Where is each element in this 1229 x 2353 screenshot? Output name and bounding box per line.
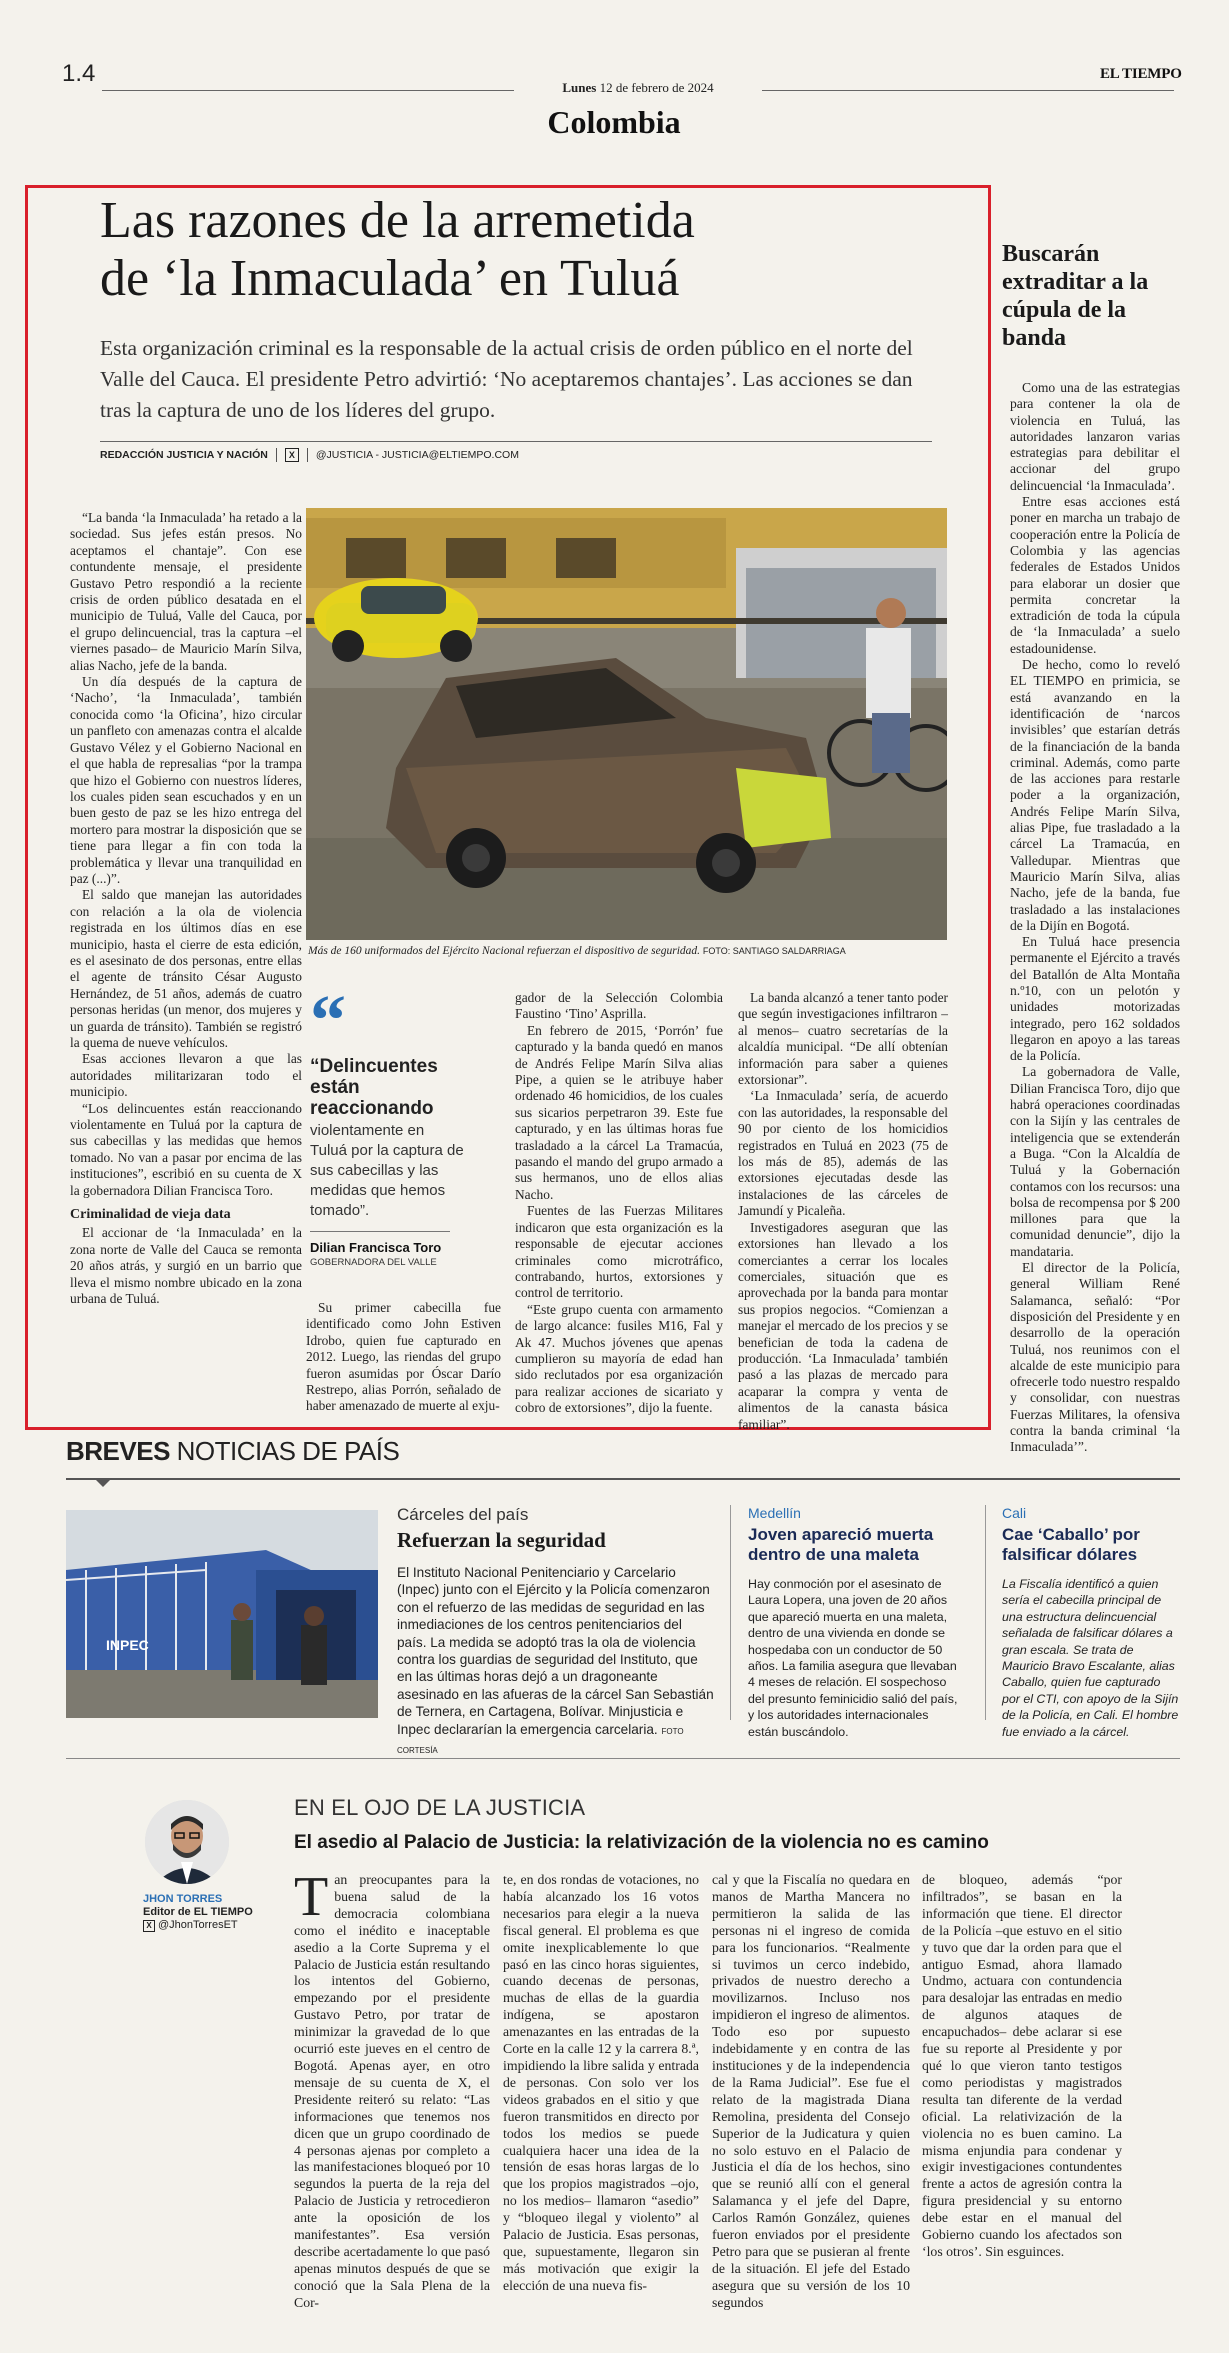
photo-caption	[308, 945, 948, 957]
brief-3-text: La Fiscalía identificó a quien sería el cabecilla principal de una estructura delincuencial señalada de falsificar dólares a gran escala. Se trata de Mauricio Bravo Escalante, alias Caballo, quien fue capturado por el CTI, con apoyo de la Sijín de la Policía, en Cali. El hombre fue enviado a la cárcel.	[1002, 1577, 1179, 1739]
paragraph: De hecho, como lo reveló EL TIEMPO en primicia, se está avanzando en la identificación de ‘narcos invisibles’ que estarían detrás de la financiación de la banda criminal. Además, como parte de las acciones para restarle poder a la organización, Andrés Felipe Marín Silva, alias Pipe, fue trasladado a la cárcel La Tramacúa, en Valledupar. Mientras que Mauricio Marín Silva, alias Nacho, jefe de la banda, fue trasladado a las instalaciones de la Dijín en Bogotá.	[1010, 657, 1180, 933]
byline-bar	[100, 448, 519, 462]
quote-author: Dilian Francisca Toro	[310, 1240, 442, 1255]
article-column-2	[306, 1300, 501, 1415]
briefs-rule	[66, 1478, 1180, 1480]
brief-1-photo	[66, 1510, 378, 1718]
main-deck: Esta organización criminal es la responsable de la actual crisis de orden público en el norte del Valle del Cauca. El presidente Petro advirtió: ‘No aceptaremos chantajes’. Las acciones se dan tras la captura de uno de los líderes del grupo.	[100, 336, 913, 422]
subheading: Criminalidad de vieja data	[70, 1207, 231, 1223]
x-logo-icon: X	[143, 1920, 155, 1932]
paragraph: ‘La Inmaculada’ sería, de acuerdo con las autoridades, la responsable del 90 por ciento de los homicidios registrados en Tuluá en 2023 (75 de los más de 85), además de las extorsiones ejecutadas desde las instalaciones de las cárceles de Jamundí y Picaleña.	[738, 1088, 948, 1219]
pull-quote	[310, 980, 465, 1268]
masthead-rule-right	[762, 90, 1174, 91]
sidebar-column	[1010, 380, 1180, 1456]
date-day: Lunes	[562, 80, 597, 95]
paragraph: La banda alcanzó a tener tanto poder que según investigaciones infiltraron –al menos– cuatro secretarías de la alcaldía municipal. “De allí obtenían información para saber a quienes extorsionar”.	[738, 990, 948, 1088]
byline-rule	[100, 441, 932, 442]
column-text-3	[712, 1872, 910, 2312]
brief-divider	[730, 1505, 731, 1720]
brief-1-credit: FOTO CORTESÍA	[397, 1726, 684, 1756]
brief-1-title: Refuerzan la seguridad	[397, 1528, 606, 1552]
column-paragraph: de bloqueo, además “por infiltrados”, se basan en la información que tiene. El director de la Policía –que estuvo en el sitio y tuvo que dar la orden para que el antiguo Esmad, ahora llamado Undmo, actuara con contundencia para desalojar las entradas en medio de algunos ataques de encapuchados– debe aclarar si ese fue su reporte al Presidente y por qué lo que vieron tanto testigos como periodistas y magistrados resulta tan diferente de la verdad oficial. La relativización de la violencia no es buen camino. La misma enjundia para condenar y exigir investigaciones contundentes frente a actos de agresión contra la figura presidencial y su entorno debe estar en el manual del Gobierno cuando los afectados son ‘los otros’. Sin esguinces.	[922, 1872, 1122, 2259]
column-paragraph: an preocupantes para la buena salud de la democracia colombiana como el inédito e inaceptable asedio a la Corte Suprema y el Palacio de Justicia están resultando los intentos del Gobierno, empezando por el presidente Gustavo Petro, por tratar de minimizar la gravedad de lo que ocurrió este jueves en el centro de Bogotá. Apenas ayer, en otro mensaje de su cuenta de X, el Presidente reiteró su relato: “Las informaciones que tenemos nos dicen que un grupo coordinado de 4 personas ajenas por completo a las manifestaciones bloqueó por 10 segundos la puerta de la reja del Palacio de Justicia y retrocedieron ante la oposición de los manifestantes”. Esa versión describe acertadamente lo que pasó apenas minutos después de que se conoció que la Sala Plena de la Cor-	[294, 1872, 490, 2310]
column-paragraph: cal y que la Fiscalía no quedara en manos de Martha Mancera no permitieron la salida de las personas ni el ingreso de comida para los funcionarios. “Realmente si tuvimos un cerco indebido, privados de nuestro derecho a movilizarnos. Incluso nos impidieron el ingreso de alimentos. Todo eso por supuesto indebidamente y en contra de las instituciones y de la independencia de la Rama Judicial”. Ese fue el relato de la magistrada Diana Remolina, presidenta del Consejo Superior de la Judicatura y quien no solo estuvo en el Palacio de Justicia el día de los hechos, sino que se reunió allí con el general Salamanca y el jefe del Dapre, Carlos Ramón González, quienes fueron enviados por el presidente Petro para que se pusieran al frente de la situación. El jefe del Estado asegura que su versión de los 10 segundos	[712, 1872, 910, 2310]
brief-1-kicker: Cárceles del país	[397, 1505, 529, 1524]
author-handle-row	[143, 1919, 273, 1932]
main-photo	[306, 508, 947, 940]
paragraph: “Este grupo cuenta con armamento de largo alcance: fusiles M16, Fal y Ak 47. Muchos jóvenes que apenas cumplieron su mayoría de edad han sido reclutados por esa organización para realizar acciones de sicariato y cobro de extorsiones”, dijo la fuente.	[515, 1301, 723, 1416]
article-column-4	[738, 990, 948, 1433]
section-title: Colombia	[547, 104, 681, 140]
paragraph: Fuentes de las Fuerzas Militares indicaron que esta organización es la responsable de ejecutar acciones criminales como microtráfico, contrabando, hurtos, extorsiones y control de territorio.	[515, 1203, 723, 1301]
paragraph: En Tuluá hace presencia permanente el Ejército a través del Batallón de Alta Montaña n.º10, con un pelotón y unidades motorizadas integrado, pero 162 soldados llegaron en apoyo a las tareas de la Policía.	[1010, 934, 1180, 1064]
quote-mark-icon: “	[310, 980, 346, 1060]
divider	[307, 448, 308, 462]
burned-car-photo	[306, 508, 947, 940]
caption-text: Más de 160 uniformados del Ejército Nacional refuerzan el dispositivo de seguridad.	[308, 945, 701, 957]
paragraph: Entre esas acciones está poner en marcha un trabajo de cooperación entre la Policía de Colombia y las agencias federales de Estados Unidos para elaborar un dosier que permita concretar la extradición de toda la cúpula de ‘la Inmaculada’ a suelo estadounidense.	[1010, 494, 1180, 656]
paragraph: Su primer cabecilla fue identificado como John Estiven Idrobo, quien fue capturado en 2012. Luego, las riendas del grupo fueron asumidas por Óscar Darío Restrepo, alias Porrón, señalado de haber amenazado de muerte al exju-	[306, 1300, 501, 1414]
quote-body: violentamente en Tuluá por la captura de sus cabecillas y las medidas que hemos tomado”.	[310, 1122, 464, 1219]
column-text-4	[922, 1872, 1122, 2261]
byline: REDACCIÓN JUSTICIA Y NACIÓN	[100, 449, 268, 461]
column-section-label: EN EL OJO DE LA JUSTICIA	[294, 1795, 586, 1820]
article-column-3	[515, 990, 723, 1417]
paragraph: El director de la Policía, general William René Salamanca, señaló: “Por disposición del Presidente y en desarrollo de la operación Tuluá, nos reunimos con el alcalde de este municipio para ofrecerle todo nuestro respaldo y consolidar, con nuestras Fuerzas Militares, la ofensiva contra la banda criminal ‘la Inmaculada’”.	[1010, 1260, 1180, 1455]
author-handle[interactable]: @JhonTorresET	[158, 1919, 238, 1931]
brief-1-text	[397, 1564, 715, 1759]
sidebar-headline: Buscarán extraditar a la cúpula de la banda	[1002, 241, 1149, 351]
masthead-rule-left	[102, 90, 514, 91]
brief-1-body: El Instituto Nacional Penitenciario y Carcelario (Inpec) junto con el Ejército y la Policía comenzaron con el refuerzo de las medidas de seguridad en las inmediaciones de los centros penitenciarios del país. La medida se adoptó tras la ola de violencia contra los guardias de seguridad del Instituto, que en las últimas horas dejó a un dragoneante asesinado en las afueras de la cárcel San Sebastián de Ternera, en Cartagena, Bolívar. Minjusticia e Inpec declararían la emergencia carcelaria.	[397, 1565, 714, 1737]
quote-role: GOBERNADORA DEL VALLE	[310, 1257, 437, 1268]
article-column-1	[70, 510, 302, 1308]
author-role: Editor de EL TIEMPO	[143, 1906, 253, 1918]
author-portrait	[145, 1800, 229, 1884]
paragraph: “La banda ‘la Inmaculada’ ha retado a la sociedad. Sus jefes están presos. No aceptamos el chantaje”. Con ese contundente mensaje, el presidente Gustavo Petro respondió a la reciente crisis de orden público desatada en el municipio de Tuluá, Valle del Cauca, por el grupo delincuencial, tras la captura –el viernes pasado– de Mauricio Marín Silva, alias Nacho, jefe de la banda.	[70, 510, 302, 673]
main-headline	[100, 192, 960, 308]
paragraph: Como una de las estrategias para contener la ola de violencia en Tuluá, las autoridades lanzaron varias estrategias para debilitar el accionar del grupo delincuencial ‘la Inmaculada’.	[1010, 380, 1180, 493]
brief-2-title: Joven apareció muerta dentro de una maleta	[748, 1525, 934, 1564]
paragraph: Un día después de la captura de ‘Nacho’, ‘la Inmaculada’, también conocida como ‘la Oficina’, hizo circular un panfleto con amenazas contra el alcalde Gustavo Vélez y el Gobierno Nacional en el que habla de represalias “por la trampa que hizo el Gobierno con nuestros líderes, los cuales piden sean escuchados y en un buen gesto de paz se les hizo entrega del mortero para mostrar la disposición que se tiene para llegar a fin con toda la problemática y llevar una tranquilidad en paz (...)”.	[70, 674, 302, 886]
headline-line-1: Las razones de la arremetida	[100, 192, 695, 249]
page-number: 1.4	[62, 60, 96, 87]
paragraph: La gobernadora de Valle, Dilian Francisca Toro, dijo que habrá operaciones coordinadas con la Sijín y las centrales de inteligencia que se extenderán a Buga. “Con la Alcaldía de Tuluá y la Gobernación contamos con los recursos: una bolsa de recompensa por $ 200 millones para que la comunidad denuncie”, dijo la mandataria.	[1010, 1064, 1180, 1259]
quote-lead: “Delincuentes están reaccionando	[310, 1056, 438, 1119]
drop-cap: T	[294, 1866, 329, 1928]
paragraph: El saldo que manejan las autoridades con relación a la ola de violencia registrada en los últimos días en ese municipio, hasta el cierre de esta edición, es el asesinato de dos personas, entre ellas el agente de tránsito César Augusto Hernández, de 51 años, además de cuatro personas heridas (un menor, dos mujeres y un guarda de tránsito). También se registró la quema de nueve vehículos.	[70, 887, 302, 1050]
byline-handle[interactable]: @JUSTICIA - JUSTICIA@ELTIEMPO.COM	[315, 449, 519, 461]
author-avatar	[145, 1800, 229, 1884]
column-title: El asedio al Palacio de Justicia: la relativización de la violencia no es camino	[294, 1832, 989, 1853]
brief-divider	[985, 1505, 986, 1720]
column-text-2	[503, 1872, 699, 2295]
briefs-label	[66, 1436, 399, 1467]
briefs-label-bold: BREVES	[66, 1436, 170, 1466]
paragraph: Investigadores aseguran que las extorsiones han llevado a los comerciantes a cerrar los locales comerciales, situación que es aprovechada por la banda para montar sus propios negocios. “Comienzan a manejar el mercado de los precios y se benefician de toda la cadena de producción. ‘La Inmaculada’ también pasó a las plazas de mercado para acaparar la compra y venta de alimentos de la canasta básica familiar”.	[738, 1219, 948, 1432]
quote-rule	[310, 1231, 450, 1232]
briefs-label-light: NOTICIAS DE PAÍS	[176, 1436, 400, 1466]
briefs-rule-notch	[94, 1478, 112, 1487]
paragraph: En febrero de 2015, ‘Porrón’ fue capturado y la banda quedó en manos de Andrés Felipe Marín Silva alias Pipe, a quien se le atribuye haber ordenado 46 homicidios, de los cuales sus sicarios perpetraron 39. Este fue capturado, y en las últimas horas fue trasladado a la cárcel La Tramacúa, pasando el mando del grupo armado a sus hermanos, uno de ellos alias Nacho.	[515, 1022, 723, 1202]
inpec-guards-photo	[66, 1510, 378, 1718]
briefs-bottom-rule	[66, 1758, 1180, 1759]
column-paragraph: te, en dos rondas de votaciones, no había alcanzado los 16 votos necesarios para elegir a la nueva fiscal general. El problema es que omite inexplicablemente lo que pasó en las cinco horas siguientes, cuando decenas de personas, muchas de ellas de la guardia indígena, se apostaron amenazantes en las entradas de la Corte en la calle 12 y la carrera 8.ª, impidiendo la libre salida y entrada de personas. Con solo ver los videos grabados en el sitio y que fueron transmitidos en directo por todos los medios se puede cualquiera hacer una idea de la tensión de esas horas largas de lo que los propios magistrados –ojo, no los medios– llamaron “asedio” y “bloqueo ilegal y violento” al Palacio de Justicia. Esas personas, que, supuestamente, llegaron sin más motivación que exigir la elección de una nueva fis-	[503, 1872, 699, 2293]
masthead-date	[514, 80, 762, 96]
author-block	[143, 1893, 273, 1932]
headline-line-2: de ‘la Inmaculada’ en Tuluá	[100, 250, 680, 307]
inpec-sign: INPEC	[106, 1637, 149, 1653]
author-name: JHON TORRES	[143, 1893, 223, 1905]
paragraph: Esas acciones llevaron a que las autoridades militarizaran todo el municipio.	[70, 1051, 302, 1100]
brief-2-text: Hay conmoción por el asesinato de Laura Lopera, una joven de 20 años que apareció muerta en una maleta, dentro de una vivienda en donde se hospedaba con un conductor de 50 años. La familia asegura que llevaban 4 meses de relación. El sospechoso del presunto feminicidio salió del país, y los autoridades internacionales están buscándolo.	[748, 1577, 958, 1739]
brief-3-title: Cae ‘Caballo’ por falsificar dólares	[1002, 1525, 1140, 1564]
brief-3-kicker: Cali	[1002, 1505, 1027, 1521]
column-text-1	[294, 1866, 490, 2312]
paragraph: “Los delincuentes están reaccionando violentamente en Tuluá por la captura de sus cabecillas y las medidas que hemos tomado. No van a pasar por encima de las instituciones”, escribió en su cuenta de X la gobernadora Dilian Francisca Toro.	[70, 1100, 302, 1198]
brief-2-kicker: Medellín	[748, 1505, 801, 1521]
x-logo-icon: X	[285, 448, 299, 462]
brand-logo: EL TIEMPO	[1100, 66, 1182, 82]
paragraph: gador de la Selección Colombia Faustino ‘Tino’ Asprilla.	[515, 990, 723, 1022]
date-rest: 12 de febrero de 2024	[599, 80, 714, 95]
paragraph: El accionar de ‘la Inmaculada’ en la zona norte de Valle del Cauca se remonta 20 años atrás, y surgió en un barrio que lleva el mismo nombre ubicado en la zona urbana de Tuluá.	[70, 1225, 302, 1307]
divider	[276, 448, 277, 462]
photo-credit: FOTO: SANTIAGO SALDARRIAGA	[702, 946, 846, 956]
